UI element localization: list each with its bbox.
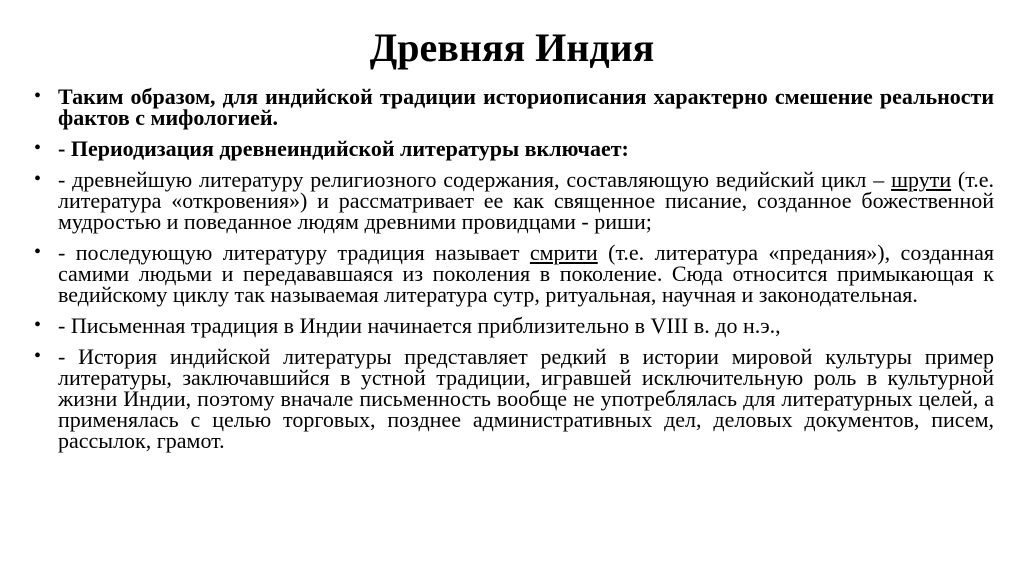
bullet-text-before: - древнейшую литературу религиозного содержания, составляющую ведийский цикл – [58, 167, 892, 192]
term-smriti: смрити [529, 240, 598, 265]
bullet-marker: • [34, 345, 42, 367]
bullet-item [34, 242, 994, 305]
bullet-text-after: (т.е. литература «предания»), созданная самими людьми и передававшаяся из поколения в поколение. Сюда относится примыкающая к ведийскому циклу так называемая литература сутр, ритуальная, научная и законодательная. [58, 240, 994, 307]
bullet-item [34, 86, 994, 128]
bullet-item [34, 346, 994, 451]
term-shruti: шрути [891, 167, 952, 192]
bullet-marker: • [34, 168, 42, 190]
bullet-list [34, 86, 994, 461]
bullet-marker: • [34, 85, 42, 107]
bullet-marker: • [34, 241, 42, 263]
bullet-marker: • [34, 137, 42, 159]
bullet-text: Таким образом, для индийской традиции историописания характерно смешение реальности фактов с мифологией. [58, 84, 994, 130]
bullet-item [34, 138, 994, 159]
bullet-text: - История индийской литературы представляет редкий в истории мировой культуры пример литературы, заключавшийся в устной традиции, игравшей исключительную роль в культурной жизни Индии, поэтому вначале письменность вообще не употреблялась для литературных целей, а применялась с целью торговых, позднее административных дел, деловых документов, писем, рассылок, грамот. [58, 344, 994, 453]
slide-title: Древняя Индия [369, 25, 655, 70]
bullet-text: - Письменная традиция в Индии начинается приблизительно в VIII в. до н.э., [58, 313, 781, 338]
bullet-item [34, 315, 994, 336]
bullet-text: - Периодизация древнеиндийской литературы включает: [58, 136, 629, 161]
bullet-marker: • [34, 314, 42, 336]
bullet-text-after: (т.е. литература «откровения») и рассматривает ее как священное писание, созданное божественной мудростью и поведанное людям древними провидцами - риши; [58, 167, 994, 234]
bullet-item [34, 169, 994, 232]
bullet-text-before: - последующую литературу традиция называет [58, 240, 530, 265]
